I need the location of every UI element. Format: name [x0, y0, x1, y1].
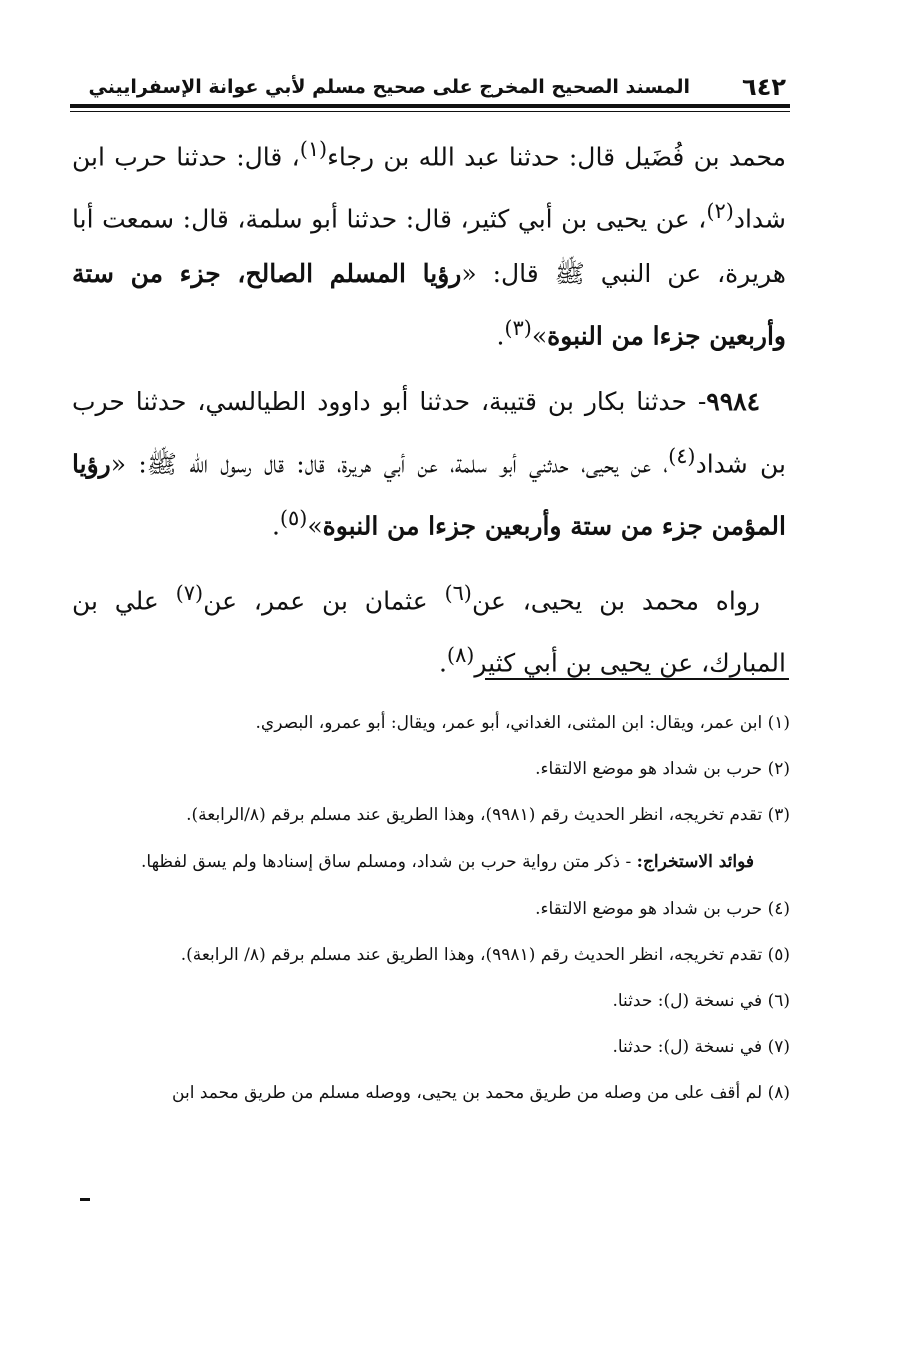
benefits-label: فوائد الاستخراج: — [636, 852, 754, 872]
hadith-quote: رؤيا المسلم الصالح، جزء من ستة وأربعين جزءا من النبوة — [72, 258, 786, 350]
text-segment: ، عن يحيى، حدثني أبو سلمة، عن أبي هريرة، قال: قال رسول الله ﷺ: — [126, 449, 669, 479]
footnote-4: (٤) حرب بن شداد هو موضع الالتقاء. — [535, 899, 790, 919]
quote-open-mark: « — [461, 258, 477, 288]
text-segment: علي بن المبارك، عن يحيى بن أبي كثير — [72, 585, 786, 678]
quote-open-mark: « — [110, 449, 127, 479]
footnote-7: (٧) في نسخة (ل): حدثنا. — [612, 1037, 790, 1057]
footnotes — [72, 700, 790, 1116]
text-segment: محمد بن فُضَيل قال: حدثنا عبد الله بن رجاء — [327, 142, 786, 172]
hadith-paragraph — [72, 375, 786, 554]
footnote-ref-4: (٤) — [668, 443, 696, 468]
footnote-ref-6: (٦) — [444, 580, 472, 605]
footnote-ref-1: (١) — [299, 137, 328, 161]
header-rule-thick — [70, 104, 790, 108]
text-end: . — [271, 511, 280, 541]
footnote-ref-8: (٨) — [446, 642, 475, 667]
footnote-2: (٢) حرب بن شداد هو موضع الالتقاء. — [535, 759, 790, 779]
quote-close-mark: » — [531, 320, 548, 350]
paragraph-continuation — [72, 122, 786, 363]
footnote-ref-7: (٧) — [175, 580, 204, 605]
hadith-number: ٩٩٨٤ — [706, 386, 760, 416]
footnote-separator — [485, 678, 789, 680]
main-text — [72, 122, 786, 690]
benefits-text: - ذكر متن رواية حرب بن شداد، ومسلم ساق إسنادها ولم يسق لفظها. — [141, 852, 637, 872]
footnote-5: (٥) تقدم تخريجه، انظر الحديث رقم (٩٩٨١)، وهذا الطريق عند مسلم برقم (٨/ الرابعة). — [180, 945, 790, 965]
footnote-ref-3: (٣) — [504, 315, 532, 340]
running-title: المسند الصحيح المخرج على صحيح مسلم لأبي عوانة الإسفراييني — [88, 76, 690, 98]
narration-paragraph — [72, 566, 786, 691]
text-segment: رواه محمد بن يحيى، عن — [471, 585, 760, 615]
text-segment: ، قال: حدثنا حرب ابن شداد — [72, 142, 786, 234]
text-segment: ، عن يحيى بن أبي كثير، قال: حدثنا أبو سلمة، قال: سمعت أبا هريرة، عن النبي ﷺ قال: — [72, 204, 786, 288]
extraction-benefits — [72, 838, 790, 886]
quote-close-mark: » — [307, 511, 323, 541]
continuation-dash — [80, 1198, 90, 1201]
text-segment: - حدثنا بكار بن قتيبة، حدثنا أبو داوود الطيالسي، حدثنا حرب بن شداد — [72, 386, 786, 479]
hadith-quote: رؤيا المؤمن جزء من ستة وأربعين جزءا من النبوة — [72, 449, 786, 541]
header-rule-thin — [70, 111, 790, 112]
text-segment: عثمان بن عمر، عن — [203, 585, 445, 615]
footnote-3: (٣) تقدم تخريجه، انظر الحديث رقم (٩٩٨١)، وهذا الطريق عند مسلم برقم (٨/الرابعة). — [186, 805, 790, 825]
footnote-8: (٨) لم أقف على من وصله من طريق محمد بن يحيى، ووصله مسلم من طريق محمد ابن — [172, 1083, 790, 1103]
page-header — [70, 72, 790, 102]
footnote-1: (١) ابن عمر، ويقال: ابن المثنى، الغداني، أبو عمر، ويقال: أبو عمرو، البصري. — [255, 713, 790, 733]
footnote-ref-2: (٢) — [706, 199, 734, 224]
page-number: ٦٤٢ — [742, 73, 786, 101]
text-end: . — [496, 320, 505, 350]
footnote-ref-5: (٥) — [279, 506, 308, 531]
footnote-6: (٦) في نسخة (ل): حدثنا. — [612, 991, 790, 1011]
text-end: . — [438, 648, 447, 678]
